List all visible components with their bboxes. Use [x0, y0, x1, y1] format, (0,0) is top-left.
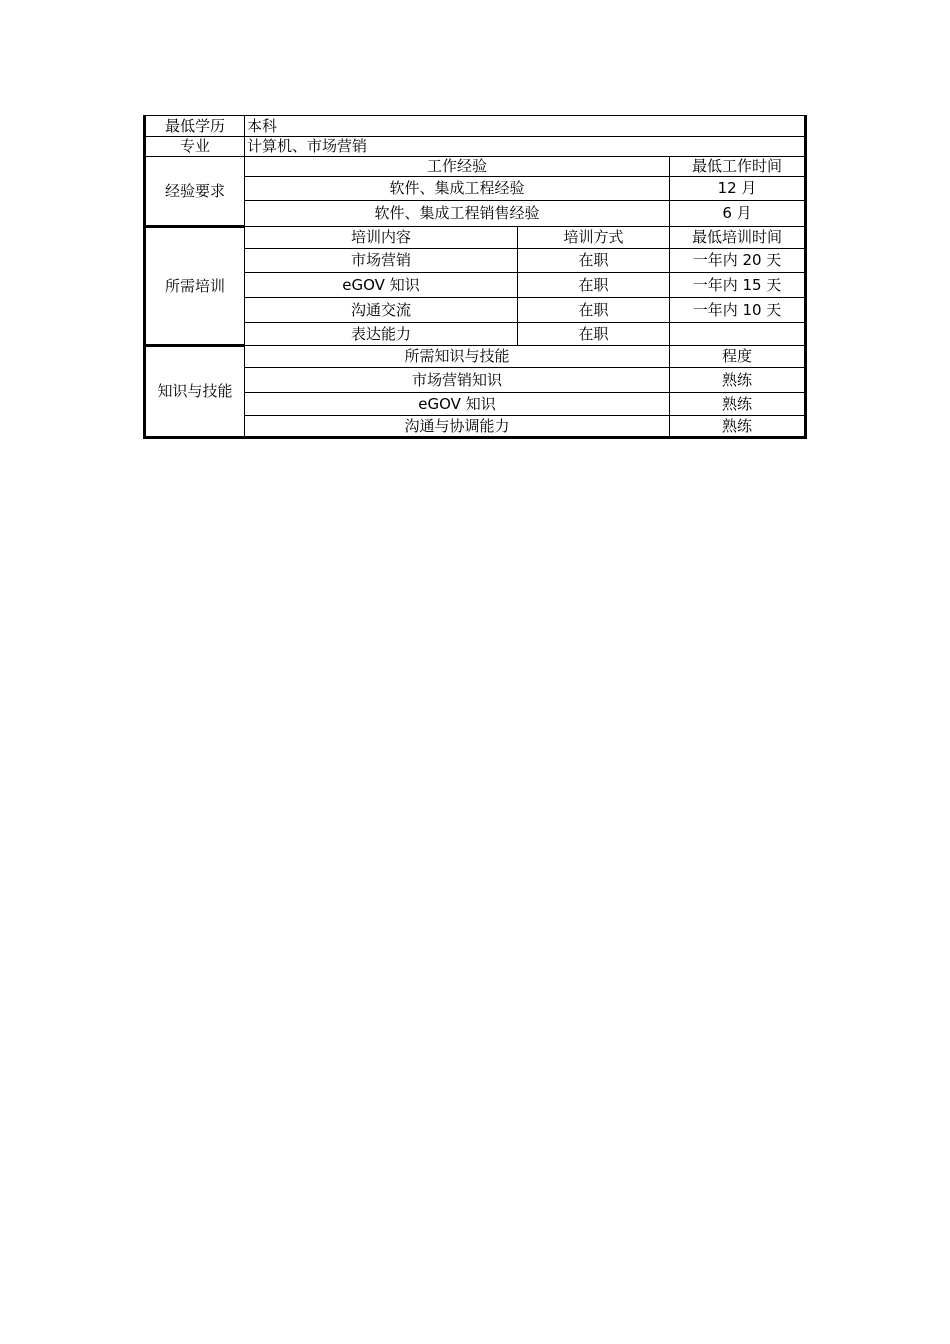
training-content: 市场营销 — [245, 249, 518, 273]
major-value: 计算机、市场营销 — [245, 137, 806, 157]
knowledge-level: 熟练 — [670, 393, 806, 416]
knowledge-header-item: 所需知识与技能 — [245, 346, 670, 368]
experience-item: 软件、集成工程销售经验 — [245, 201, 670, 227]
job-requirements-table — [143, 115, 807, 439]
knowledge-level: 熟练 — [670, 416, 806, 438]
table-row — [145, 201, 806, 227]
training-method: 在职 — [518, 273, 670, 298]
training-header-time: 最低培训时间 — [670, 227, 806, 249]
education-value: 本科 — [245, 116, 806, 137]
experience-header-item: 工作经验 — [245, 157, 670, 177]
training-time: 一年内 10 天 — [670, 298, 806, 323]
training-header-method: 培训方式 — [518, 227, 670, 249]
knowledge-item: 市场营销知识 — [245, 368, 670, 393]
training-method: 在职 — [518, 249, 670, 273]
knowledge-level: 熟练 — [670, 368, 806, 393]
training-time: 一年内 20 天 — [670, 249, 806, 273]
training-content: 沟通交流 — [245, 298, 518, 323]
training-content: 表达能力 — [245, 323, 518, 346]
experience-header-row — [145, 157, 806, 177]
knowledge-header-level: 程度 — [670, 346, 806, 368]
table-row — [145, 368, 806, 393]
experience-label: 经验要求 — [145, 157, 245, 227]
training-label: 所需培训 — [145, 227, 245, 346]
knowledge-item: 沟通与协调能力 — [245, 416, 670, 438]
table-row — [145, 416, 806, 438]
major-label: 专业 — [145, 137, 245, 157]
training-time: 一年内 15 天 — [670, 273, 806, 298]
knowledge-item: eGOV 知识 — [245, 393, 670, 416]
table-row — [145, 323, 806, 346]
major-row — [145, 137, 806, 157]
education-label: 最低学历 — [145, 116, 245, 137]
knowledge-label: 知识与技能 — [145, 346, 245, 438]
experience-time: 12 月 — [670, 177, 806, 201]
experience-item: 软件、集成工程经验 — [245, 177, 670, 201]
table-row — [145, 298, 806, 323]
training-method: 在职 — [518, 298, 670, 323]
table-row — [145, 177, 806, 201]
training-header-row — [145, 227, 806, 249]
education-row — [145, 116, 806, 137]
training-content: eGOV 知识 — [245, 273, 518, 298]
training-method: 在职 — [518, 323, 670, 346]
table-row — [145, 273, 806, 298]
experience-header-time: 最低工作时间 — [670, 157, 806, 177]
knowledge-header-row — [145, 346, 806, 368]
experience-time: 6 月 — [670, 201, 806, 227]
training-header-content: 培训内容 — [245, 227, 518, 249]
training-time — [670, 323, 806, 346]
table-row — [145, 393, 806, 416]
table-row — [145, 249, 806, 273]
